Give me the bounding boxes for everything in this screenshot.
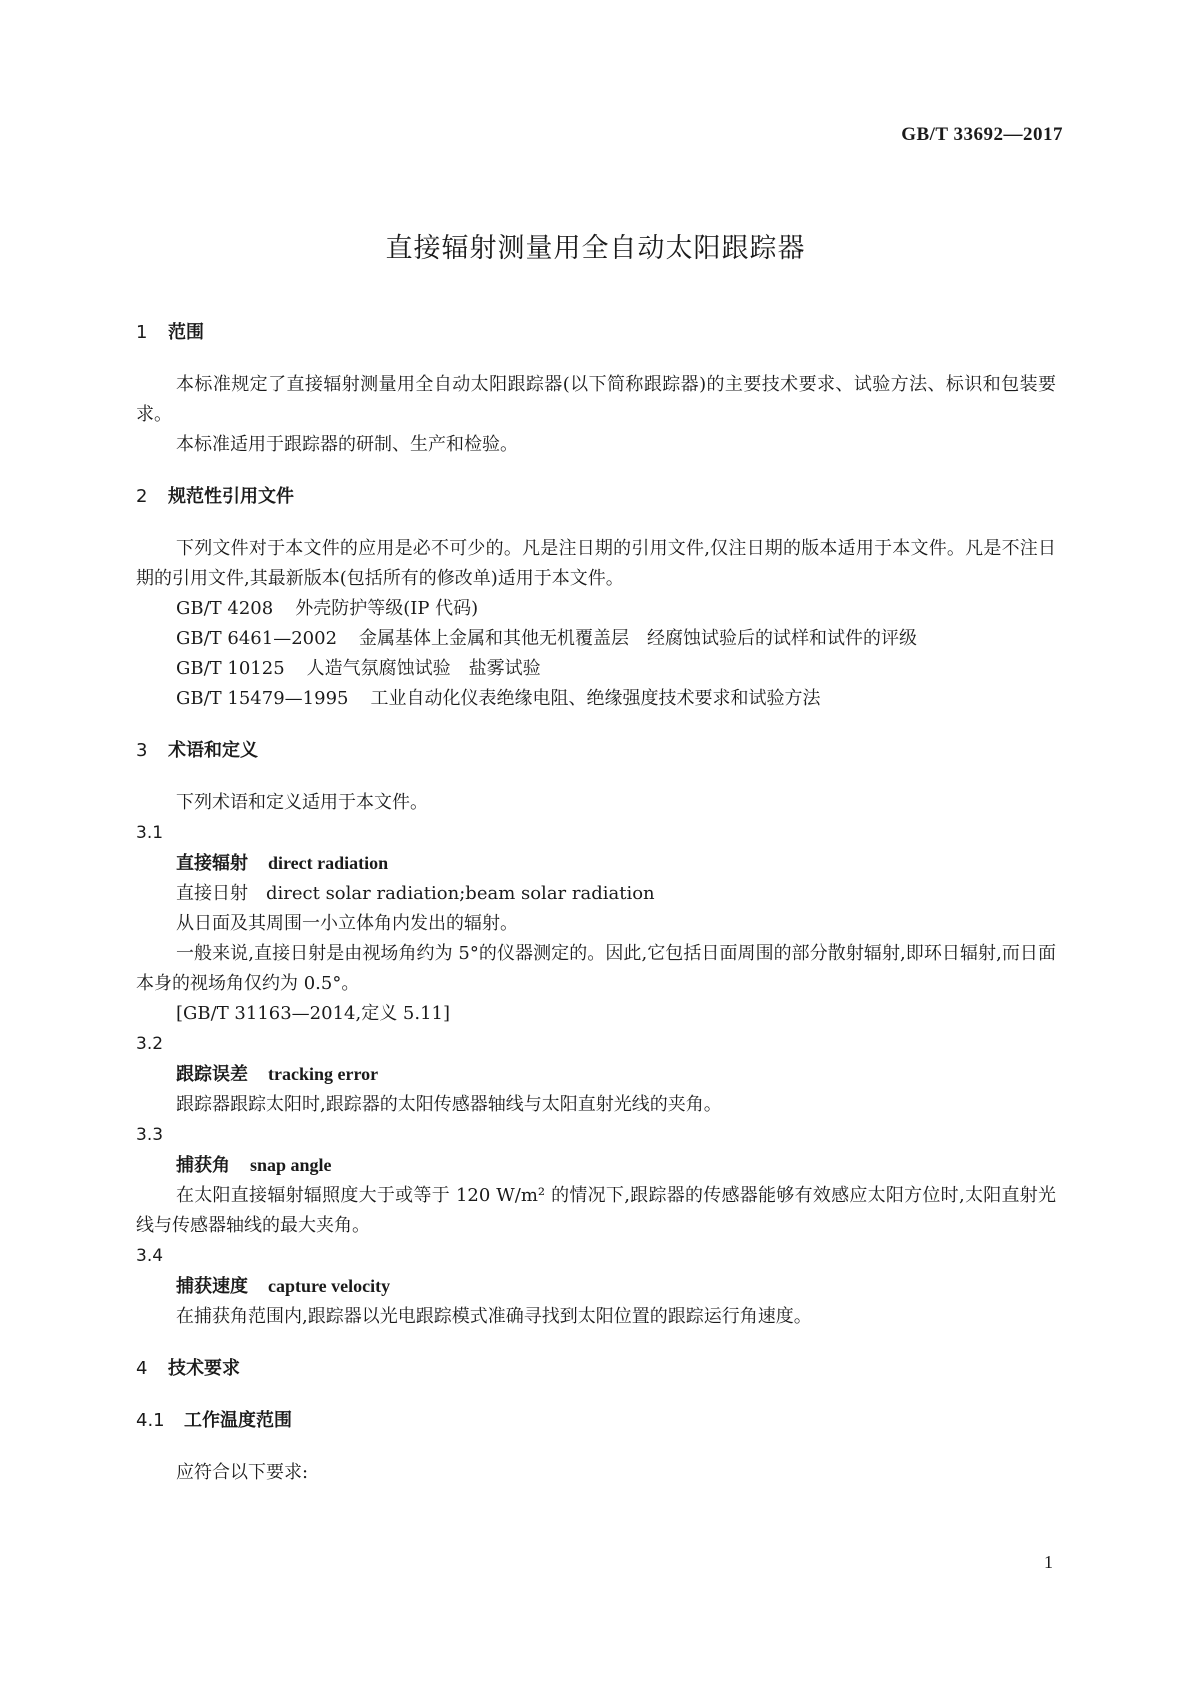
term-source: [GB/T 31163—2014,定义 5.11]: [176, 1003, 451, 1024]
section-number: 3: [136, 740, 148, 761]
reference-code: GB/T 10125: [176, 658, 285, 679]
term-heading: [136, 1150, 1056, 1181]
terms-intro: 下列术语和定义适用于本文件。: [176, 792, 428, 813]
reference-item: [136, 654, 1056, 684]
scope-paragraph-2: 本标准适用于跟踪器的研制、生产和检验。: [176, 434, 518, 455]
reference-code: GB/T 15479—1995: [176, 688, 349, 709]
subsection-4-1-heading: [136, 1406, 1056, 1436]
term-definition: 在捕获角范围内,跟踪器以光电跟踪模式准确寻找到太阳位置的跟踪运行角速度。: [176, 1306, 812, 1327]
term-name-cn: 直接辐射: [176, 853, 248, 874]
section-title: 规范性引用文件: [168, 486, 294, 507]
section-3-heading: [136, 736, 1056, 766]
standard-code: GB/T 33692—2017: [901, 124, 1063, 145]
scope-paragraph-1: 本标准规定了直接辐射测量用全自动太阳跟踪器(以下简称跟踪器)的主要技术要求、试验方法、标识和包装要求。: [136, 374, 1056, 425]
term-name-cn: 跟踪误差: [176, 1064, 248, 1085]
term-number: 3.3: [136, 1125, 164, 1145]
section-number: 2: [136, 486, 148, 507]
term-name-cn: 捕获速度: [176, 1276, 248, 1297]
term-definition: 在太阳直接辐射辐照度大于或等于 120 W/m² 的情况下,跟踪器的传感器能够有效感应太阳方位时,太阳直射光线与传感器轴线的最大夹角。: [136, 1185, 1056, 1236]
document-title: 直接辐射测量用全自动太阳跟踪器: [385, 233, 806, 264]
subsection-title: 工作温度范围: [184, 1410, 292, 1431]
term-synonym: 直接日射 direct solar radiation;beam solar radiation: [176, 883, 655, 904]
reference-item: [136, 684, 1056, 714]
references-intro: 下列文件对于本文件的应用是必不可少的。凡是注日期的引用文件,仅注日期的版本适用于本文件。凡是不注日期的引用文件,其最新版本(包括所有的修改单)适用于本文件。: [136, 538, 1056, 589]
reference-title: 金属基体上金属和其他无机覆盖层 经腐蚀试验后的试样和试件的评级: [359, 628, 918, 649]
section-title: 范围: [168, 322, 204, 343]
reference-code: GB/T 6461—2002: [176, 628, 338, 649]
section-number: 1: [136, 322, 148, 343]
term-definition: 跟踪器跟踪太阳时,跟踪器的太阳传感器轴线与太阳直射光线的夹角。: [176, 1094, 722, 1115]
reference-title: 工业自动化仪表绝缘电阻、绝缘强度技术要求和试验方法: [370, 688, 821, 709]
section-number: 4: [136, 1358, 148, 1379]
requirement-text: 应符合以下要求:: [176, 1462, 309, 1483]
section-2-heading: [136, 482, 1056, 512]
reference-title: 人造气氛腐蚀试验 盐雾试验: [306, 658, 541, 679]
document-body: [136, 318, 1056, 1488]
reference-title: 外壳防护等级(IP 代码): [295, 598, 479, 619]
term-name-en: snap angle: [250, 1155, 332, 1175]
section-title: 术语和定义: [168, 740, 258, 761]
term-number: 3.1: [136, 823, 164, 843]
term-name-cn: 捕获角: [176, 1155, 230, 1176]
reference-item: [136, 594, 1056, 624]
subsection-number: 4.1: [136, 1410, 165, 1431]
section-4-heading: [136, 1354, 1056, 1384]
term-number: 3.2: [136, 1034, 164, 1054]
term-name-en: direct radiation: [268, 853, 389, 873]
term-number: 3.4: [136, 1246, 164, 1266]
term-heading: [136, 848, 1056, 879]
term-name-en: capture velocity: [268, 1276, 391, 1296]
term-name-en: tracking error: [268, 1064, 379, 1084]
term-heading: [136, 1271, 1056, 1302]
term-heading: [136, 1059, 1056, 1090]
term-definition: 从日面及其周围一小立体角内发出的辐射。: [176, 913, 518, 934]
term-note: 一般来说,直接日射是由视场角约为 5°的仪器测定的。因此,它包括日面周围的部分散射辐射,即环日辐射,而日面本身的视场角仅约为 0.5°。: [136, 943, 1056, 994]
section-1-heading: [136, 318, 1056, 348]
reference-code: GB/T 4208: [176, 598, 274, 619]
reference-item: [136, 624, 1056, 654]
page-number: 1: [1044, 1552, 1053, 1572]
section-title: 技术要求: [168, 1358, 240, 1379]
